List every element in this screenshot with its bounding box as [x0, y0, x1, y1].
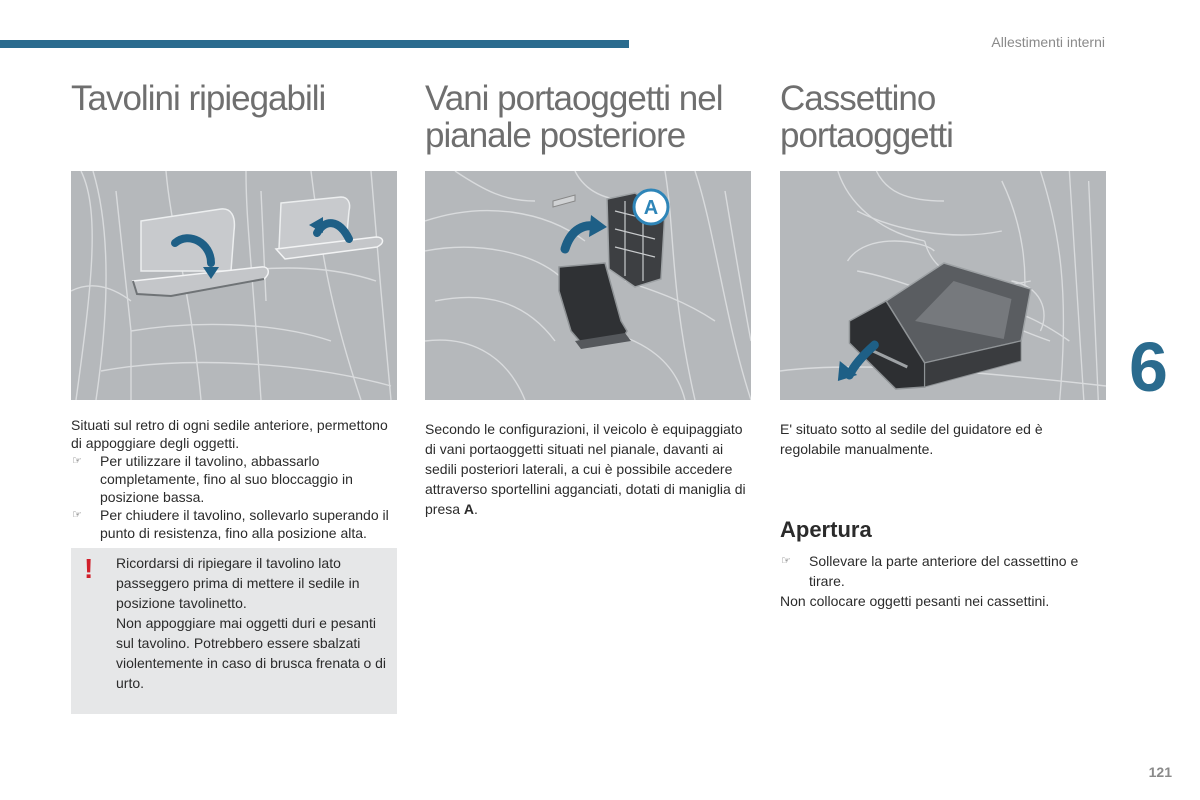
drawer-description: E' situato sotto al sedile del guidatore ed è regolabile manualmente. — [780, 421, 1043, 457]
finger-pointing-icon: ☞ — [72, 455, 82, 467]
exclamation-icon: ! — [84, 553, 94, 584]
callout-label: A — [643, 197, 659, 219]
drawer-illustration — [780, 171, 1106, 400]
warning-text-2: Non appoggiare mai oggetti duri e pesanti sul tavolino. Potrebbero essere sbalzati violentemente in caso di brusca frenata o di urto. — [116, 615, 387, 691]
heading-floor-storage: Vani portaoggetti nel pianale posteriore — [425, 79, 723, 155]
list-item: ☞ Per chiudere il tavolino, sollevarlo superando il punto di resistenza, fino alla posizione alta. — [72, 507, 389, 541]
finger-pointing-icon: ☞ — [72, 509, 82, 521]
warning-note — [71, 548, 397, 714]
list-item: ☞ Per utilizzare il tavolino, abbassarlo completamente, fino al suo bloccaggio in posizione bassa. — [72, 453, 353, 505]
floor-storage-illustration — [425, 171, 751, 400]
column-folding-tables — [71, 80, 397, 714]
folding-tables-intro: Situati sul retro di ogni sedile anteriore, permettono di appoggiare degli oggetti. — [71, 417, 388, 451]
page-number: 121 — [1148, 764, 1172, 780]
subheading-opening: Apertura — [780, 517, 872, 542]
seat-tables-illustration — [71, 171, 397, 400]
folding-tables-steps — [71, 452, 397, 542]
heading-under-seat-drawer: Cassettino portaoggetti — [780, 79, 953, 155]
header-accent-bar — [0, 40, 629, 48]
list-item: ☞ Sollevare la parte anteriore del cassettino e tirare. — [781, 553, 1079, 589]
floor-storage-description: Secondo le configurazioni, il veicolo è equipaggiato di vani portaoggetti situati nel pianale, davanti ai sedili posteriori laterali, a cui è possibile accedere attraverso sportellini agganciati, dotati di maniglia di presa A. — [425, 421, 746, 517]
chapter-number: 6 — [1129, 328, 1168, 406]
figure-under-seat-drawer — [780, 171, 1106, 400]
warning-text-1: Ricordarsi di ripiegare il tavolino lato passeggero prima di mettere il sedile in posizione tavolinetto. — [116, 555, 360, 611]
finger-pointing-icon: ☞ — [781, 555, 791, 567]
heading-folding-tables: Tavolini ripiegabili — [71, 79, 326, 118]
section-title: Allestimenti interni — [991, 34, 1105, 50]
drawer-note: Non collocare oggetti pesanti nei cassettini. — [780, 593, 1050, 609]
figure-floor-storage — [425, 171, 751, 400]
figure-folding-tables — [71, 171, 397, 400]
column-floor-storage — [425, 80, 751, 519]
drawer-steps — [780, 551, 1106, 591]
column-under-seat-drawer — [780, 80, 1106, 611]
